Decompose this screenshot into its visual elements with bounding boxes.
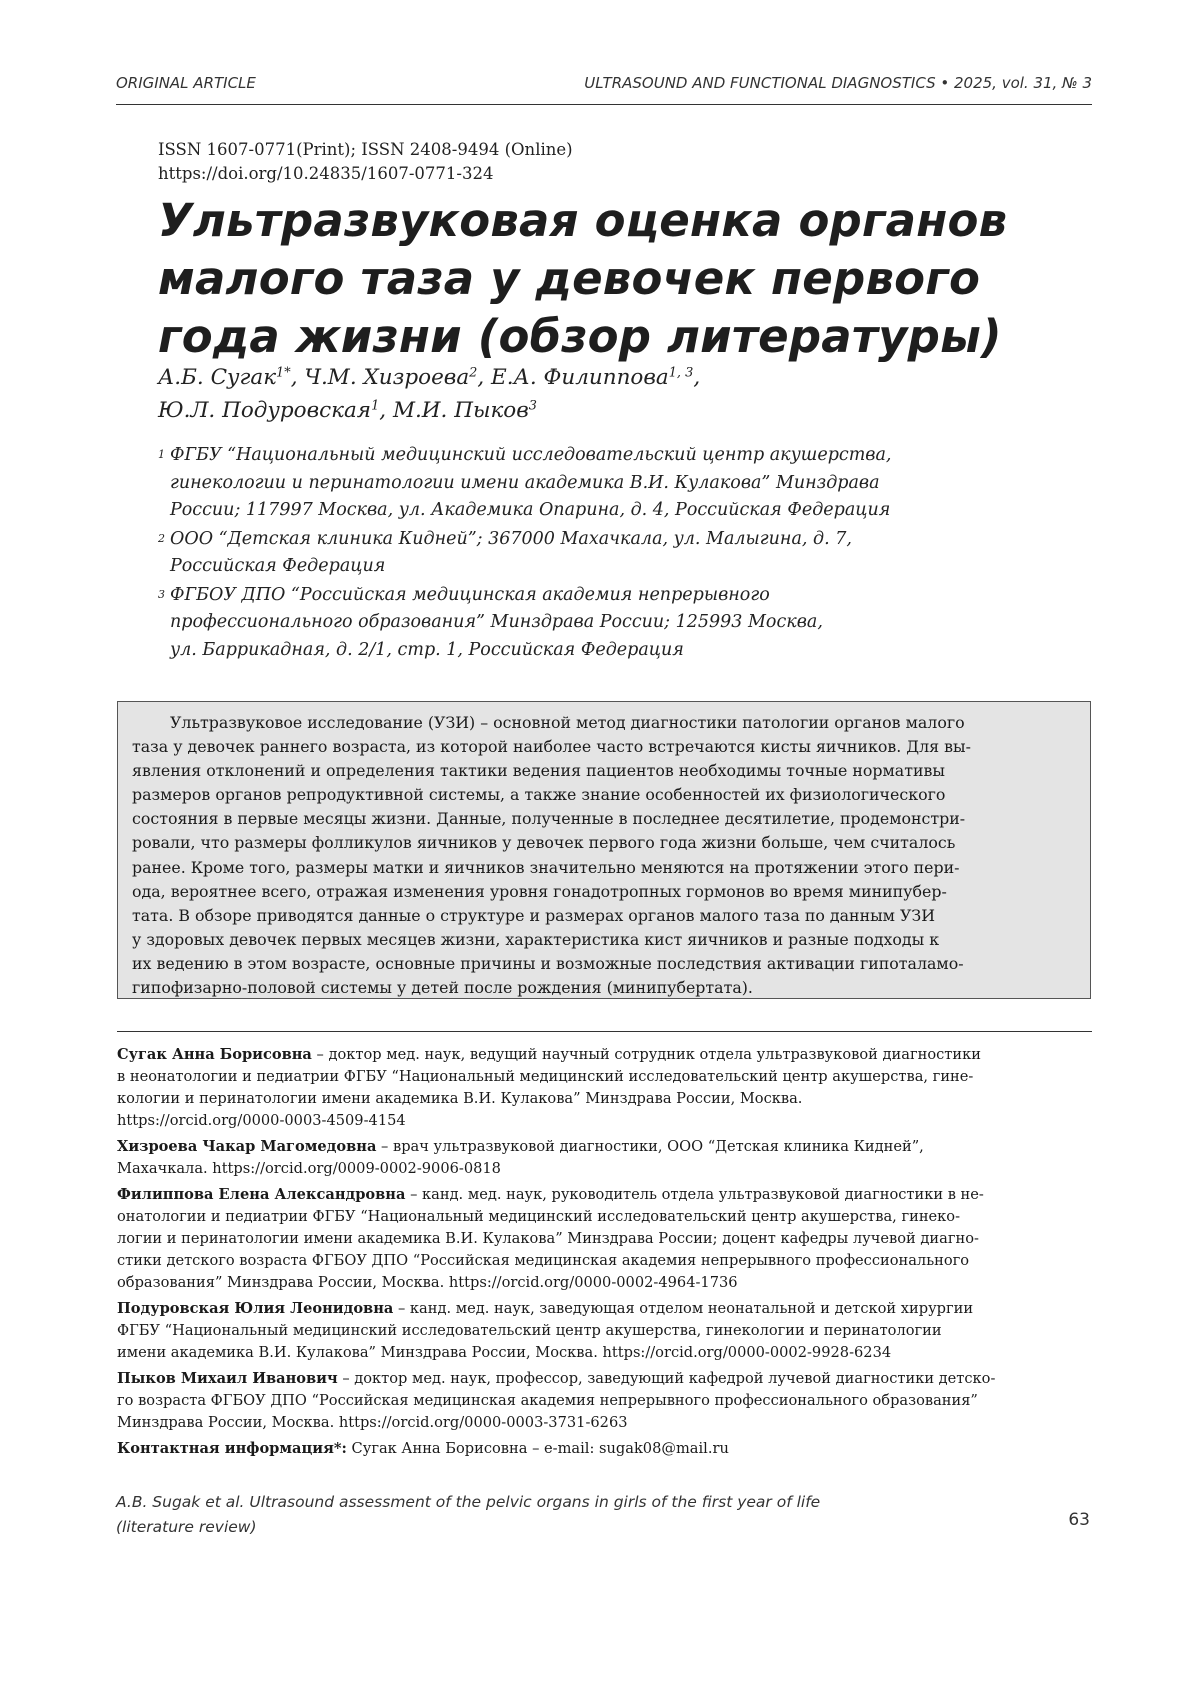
abstract-line: состояния в первые месяцы жизни. Данные, полученные в последнее десятилетие, продемонстри- [132, 807, 1076, 831]
abstract-line: ранее. Кроме того, размеры матки и яичников значительно меняются на протяжении этого пери- [132, 856, 1076, 880]
title-line: Ультразвуковая оценка органов [158, 192, 1058, 250]
issn-block [158, 138, 573, 186]
bio-name: Филиппова Елена Александровна [117, 1186, 405, 1203]
author-affil-ref: 2 [469, 365, 477, 380]
running-header [116, 74, 1092, 105]
bio-text: стики детского возраста ФГБОУ ДПО “Российская медицинская академия непрерывного профессионального [117, 1250, 1092, 1272]
section-divider [117, 1031, 1092, 1032]
affiliation-number: 2 [158, 525, 165, 553]
header-journal-info: ULTRASOUND AND FUNCTIONAL DIAGNOSTICS • 2025, vol. 31, № 3 [584, 74, 1092, 92]
title-line: малого таза у девочек первого [158, 250, 1058, 308]
affiliation-line: Российская Федерация [170, 553, 1038, 581]
affiliation-1 [158, 442, 1038, 525]
author-list [158, 361, 1058, 427]
abstract-line: ровали, что размеры фолликулов яичников у девочек первого года жизни больше, чем считалось [132, 831, 1076, 855]
affiliation-3 [158, 582, 1038, 665]
running-footer [116, 1490, 820, 1540]
abstract-line: гипофизарно-половой системы у детей после рождения (минипубертата). [132, 976, 1076, 1000]
abstract-line: у здоровых девочек первых месяцев жизни, характеристика кист яичников и разные подходы к [132, 928, 1076, 952]
abstract-box [117, 701, 1091, 999]
author-name: Ч.М. Хизроева [304, 365, 469, 390]
affiliation-list [158, 442, 1038, 665]
bio-text: – канд. мед. наук, заведующая отделом неонатальной и детской хирургии [393, 1300, 973, 1317]
abstract-line: явления отклонений и определения тактики ведения пациентов необходимы точные нормативы [132, 759, 1076, 783]
bio-orcid-link[interactable]: https://orcid.org/0000-0003-4509-4154 [117, 1110, 1092, 1132]
bio-text: в неонатологии и педиатрии ФГБУ “Национальный медицинский исследовательский центр акушерства, гине- [117, 1066, 1092, 1088]
abstract-line: ода, вероятнее всего, отражая изменения уровня гонадотропных гормонов во время минипубер- [132, 880, 1076, 904]
affiliation-number: 1 [158, 441, 165, 469]
author-bio [117, 1044, 1092, 1132]
author-name: Е.А. Филиппова [491, 365, 669, 390]
doi-link[interactable]: https://doi.org/10.24835/1607-0771-324 [158, 162, 573, 186]
page-number: 63 [1068, 1510, 1090, 1530]
bio-text: образования” Минздрава России, Москва. https://orcid.org/0000-0002-4964-1736 [117, 1272, 1092, 1294]
abstract-line: тата. В обзоре приводятся данные о структуре и размерах органов малого таза по данным УЗИ [132, 904, 1076, 928]
bio-text: – канд. мед. наук, руководитель отдела ультразвуковой диагностики в не- [405, 1186, 983, 1203]
bio-text: Минздрава России, Москва. https://orcid.org/0000-0003-3731-6263 [117, 1412, 1092, 1434]
bio-text: онатологии и педиатрии ФГБУ “Национальный медицинский исследовательский центр акушерства, гинеко- [117, 1206, 1092, 1228]
author-line: Ю.Л. Подуровская1, М.И. Пыков3 [158, 394, 1058, 427]
bio-text: го возраста ФГБОУ ДПО “Российская медицинская академия непрерывного профессионального образования” [117, 1390, 1092, 1412]
affiliation-2 [158, 526, 1038, 581]
footer-citation: (literature review) [116, 1515, 820, 1540]
affiliation-line: ФГБУ “Национальный медицинский исследовательский центр акушерства, [170, 442, 1038, 470]
footer-citation: A.B. Sugak et al. Ultrasound assessment of the pelvic organs in girls of the first year of life [116, 1490, 820, 1515]
abstract-line: таза у девочек раннего возраста, из которой наиболее часто встречаются кисты яичников. Для вы- [132, 735, 1076, 759]
affiliation-line: профессионального образования” Минздрава России; 125993 Москва, [170, 609, 1038, 637]
author-bio [117, 1184, 1092, 1294]
affiliation-line: гинекологии и перинатологии имени академика В.И. Кулакова” Минздрава [170, 470, 1038, 498]
affiliation-line: России; 117997 Москва, ул. Академика Опарина, д. 4, Российская Федерация [170, 497, 1038, 525]
contact-label: Контактная информация*: [117, 1440, 347, 1457]
bio-name: Сугак Анна Борисовна [117, 1046, 312, 1063]
author-bio [117, 1368, 1092, 1434]
abstract-line: размеров органов репродуктивной системы, а также знание особенностей их физиологического [132, 783, 1076, 807]
bio-text: – врач ультразвуковой диагностики, ООО “Детская клиника Кидней”, [376, 1138, 923, 1155]
abstract-line: их ведению в этом возрасте, основные причины и возможные последствия активации гипоталамо- [132, 952, 1076, 976]
bio-name: Пыков Михаил Иванович [117, 1370, 338, 1387]
author-bio [117, 1298, 1092, 1364]
header-section-label: ORIGINAL ARTICLE [116, 74, 256, 92]
bio-text: логии и перинатологии имени академика В.И. Кулакова” Минздрава России; доцент кафедры лучевой диагно- [117, 1228, 1092, 1250]
bio-name: Подуровская Юлия Леонидовна [117, 1300, 393, 1317]
bio-text: имени академика В.И. Кулакова” Минздрава России, Москва. https://orcid.org/0000-0002-9928-6234 [117, 1342, 1092, 1364]
abstract-line: Ультразвуковое исследование (УЗИ) – основной метод диагностики патологии органов малого [132, 711, 1076, 735]
bio-text: Махачкала. https://orcid.org/0009-0002-9006-0818 [117, 1158, 1092, 1180]
contact-info [117, 1438, 1092, 1460]
issn-text: ISSN 1607-0771(Print); ISSN 2408-9494 (Online) [158, 138, 573, 162]
author-name: Ю.Л. Подуровская [158, 398, 371, 423]
author-affil-ref: 1* [276, 365, 291, 380]
bio-text: ФГБУ “Национальный медицинский исследовательский центр акушерства, гинекологии и перинатологии [117, 1320, 1092, 1342]
bio-text: кологии и перинатологии имени академика В.И. Кулакова” Минздрава России, Москва. [117, 1088, 1092, 1110]
bio-text: – доктор мед. наук, ведущий научный сотрудник отдела ультразвуковой диагностики [312, 1046, 981, 1063]
affiliation-line: ФГБОУ ДПО “Российская медицинская академия непрерывного [170, 582, 1038, 610]
author-bios [117, 1044, 1092, 1464]
author-name: М.И. Пыков [393, 398, 529, 423]
author-affil-ref: 1 [371, 398, 379, 413]
contact-text: Сугак Анна Борисовна – e-mail: sugak08@mail.ru [347, 1440, 729, 1457]
affiliation-line: ул. Баррикадная, д. 2/1, стр. 1, Российская Федерация [170, 637, 1038, 665]
author-name: А.Б. Сугак [158, 365, 276, 390]
author-affil-ref: 3 [529, 398, 537, 413]
affiliation-line: ООО “Детская клиника Кидней”; 367000 Махачкала, ул. Малыгина, д. 7, [170, 526, 1038, 554]
author-line: А.Б. Сугак1*, Ч.М. Хизроева2, Е.А. Филиппова1, 3, [158, 361, 1058, 394]
title-line: года жизни (обзор литературы) [158, 308, 1058, 366]
article-title [158, 192, 1058, 366]
author-affil-ref: 1, 3 [669, 365, 694, 380]
affiliation-number: 3 [158, 581, 165, 609]
author-bio [117, 1136, 1092, 1180]
bio-name: Хизроева Чакар Магомедовна [117, 1138, 376, 1155]
bio-text: – доктор мед. наук, профессор, заведующий кафедрой лучевой диагностики детско- [338, 1370, 996, 1387]
